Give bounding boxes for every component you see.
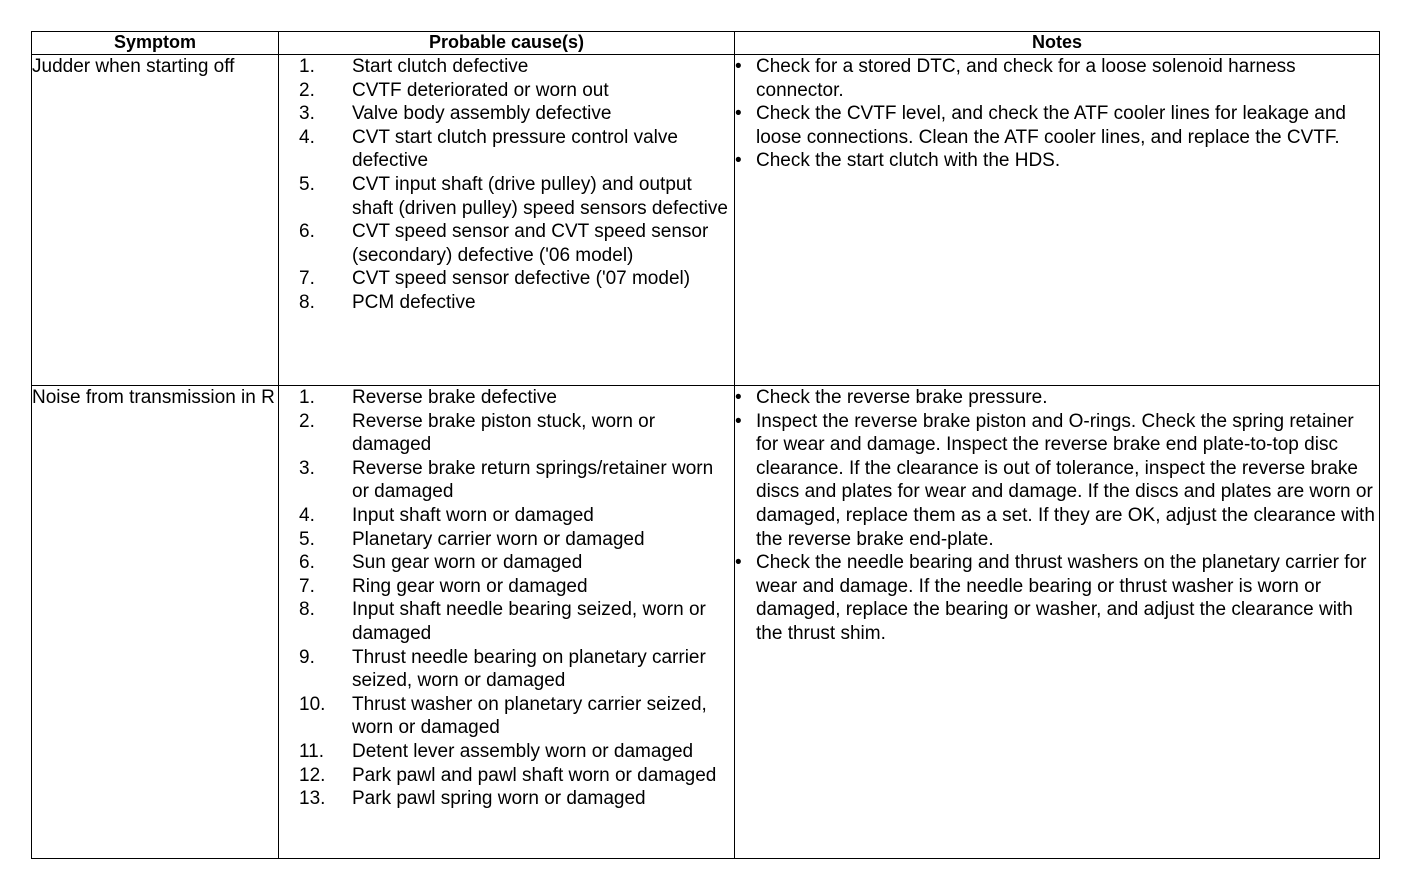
cause-number: 7. [299,268,315,290]
note-text: Check the needle bearing and thrust washers on the planetary carrier for wear and damage. If the needle bearing or thrust washer is worn or damaged, replace the bearing or washer, and adjust the clearance with the thrust shim. [756,552,1367,644]
cause-number: 11. [299,740,325,762]
header-probable-causes: Probable cause(s) [279,32,735,55]
cause-item [279,291,734,315]
cause-number: 6. [299,552,315,574]
cause-text: Start clutch defective [352,56,529,77]
cause-item [279,764,734,788]
table-row [32,386,1380,859]
note-item [735,386,1379,410]
note-text: Check the start clutch with the HDS. [756,150,1061,172]
cause-text: Input shaft needle bearing seized, worn or damaged [352,599,706,644]
cause-text: Ring gear worn or damaged [352,575,588,597]
bullet-icon: • [735,387,742,408]
cause-text: PCM defective [352,291,476,313]
cause-number: 10. [299,693,326,715]
cause-text: CVT speed sensor and CVT speed sensor (secondary) defective ('06 model) [352,221,709,266]
cause-text: Reverse brake defective [352,387,557,408]
cause-number: 3. [299,457,315,479]
cause-item [279,220,734,267]
bullet-icon: • [735,150,742,172]
cause-item [279,102,734,126]
note-item [735,55,1379,102]
cause-text: Sun gear worn or damaged [352,552,583,574]
cause-item [279,575,734,599]
cause-number: 1. [299,56,315,77]
cause-text: Thrust needle bearing on planetary carrier seized, worn or damaged [352,646,706,692]
cause-text: Detent lever assembly worn or damaged [352,740,694,762]
note-item [735,410,1379,552]
cause-number: 1. [299,387,315,408]
cause-number: 8. [299,599,315,621]
causes-cell [279,55,735,386]
bullet-icon: • [735,410,742,432]
note-text: Check for a stored DTC, and check for a loose solenoid harness connector. [756,56,1296,101]
troubleshooting-table [31,31,1380,859]
bullet-icon: • [735,103,742,125]
cause-number: 5. [299,173,315,195]
cause-item [279,267,734,291]
cause-item [279,740,734,764]
cause-number: 9. [299,646,315,668]
cause-text: Planetary carrier worn or damaged [352,528,645,550]
cause-number: 2. [299,410,315,432]
cause-item [279,386,734,410]
table-row [32,55,1380,386]
note-text: Check the reverse brake pressure. [756,387,1048,408]
cause-text: Input shaft worn or damaged [352,504,594,526]
cause-item [279,173,734,220]
cause-number: 8. [299,291,315,313]
cause-number: 13. [299,788,326,810]
bullet-icon: • [735,552,742,574]
header-notes: Notes [735,32,1380,55]
cause-text: CVT start clutch pressure control valve defective [352,126,678,172]
cause-text: Park pawl and pawl shaft worn or damaged [352,764,717,786]
cause-text: Valve body assembly defective [352,103,612,125]
cause-number: 6. [299,221,315,243]
note-item [735,149,1379,173]
symptom-cell: Judder when starting off [32,55,279,386]
cause-number: 3. [299,103,315,125]
cause-text: Thrust washer on planetary carrier seized, worn or damaged [352,693,707,739]
note-text: Inspect the reverse brake piston and O-rings. Check the spring retainer for wear and damage. Inspect the reverse brake end plate-to-top disc clearance. If the clearance is out of tolerance, inspect the reverse brake discs and plates for wear and damage. If the discs and plates are worn or damaged, replace them as a set. If they are OK, adjust the clearance with the reverse brake end-plate. [756,410,1375,550]
cause-number: 4. [299,504,315,526]
cause-item [279,551,734,575]
cause-number: 4. [299,126,315,148]
note-list [735,386,1379,646]
cause-number: 2. [299,79,315,101]
cause-item [279,598,734,645]
causes-cell [279,386,735,859]
cause-item [279,646,734,693]
cause-item [279,528,734,552]
notes-cell [735,386,1380,859]
cause-text: Reverse brake piston stuck, worn or damaged [352,410,656,456]
cause-text: CVT input shaft (drive pulley) and output shaft (driven pulley) speed sensors defective [352,173,728,219]
cause-list [279,55,734,315]
notes-cell [735,55,1380,386]
cause-number: 12. [299,764,326,786]
note-item [735,102,1379,149]
note-text: Check the CVTF level, and check the ATF cooler lines for leakage and loose connections. Clean the ATF cooler lines, and replace the CVTF. [756,103,1347,148]
cause-text: CVT speed sensor defective ('07 model) [352,268,691,290]
cause-text: Reverse brake return springs/retainer worn or damaged [352,457,714,503]
cause-item [279,457,734,504]
bullet-icon: • [735,56,742,77]
symptom-cell: Noise from transmission in R [32,386,279,859]
cause-item [279,410,734,457]
cause-list [279,386,734,811]
cause-item [279,79,734,103]
cause-number: 7. [299,575,315,597]
cause-item [279,787,734,811]
note-item [735,551,1379,645]
header-symptom: Symptom [32,32,279,55]
cause-item [279,504,734,528]
cause-item [279,55,734,79]
cause-text: CVTF deteriorated or worn out [352,79,609,101]
cause-item [279,126,734,173]
cause-number: 5. [299,528,315,550]
cause-text: Park pawl spring worn or damaged [352,788,646,810]
cause-item [279,693,734,740]
note-list [735,55,1379,173]
table-header-row [32,32,1380,55]
